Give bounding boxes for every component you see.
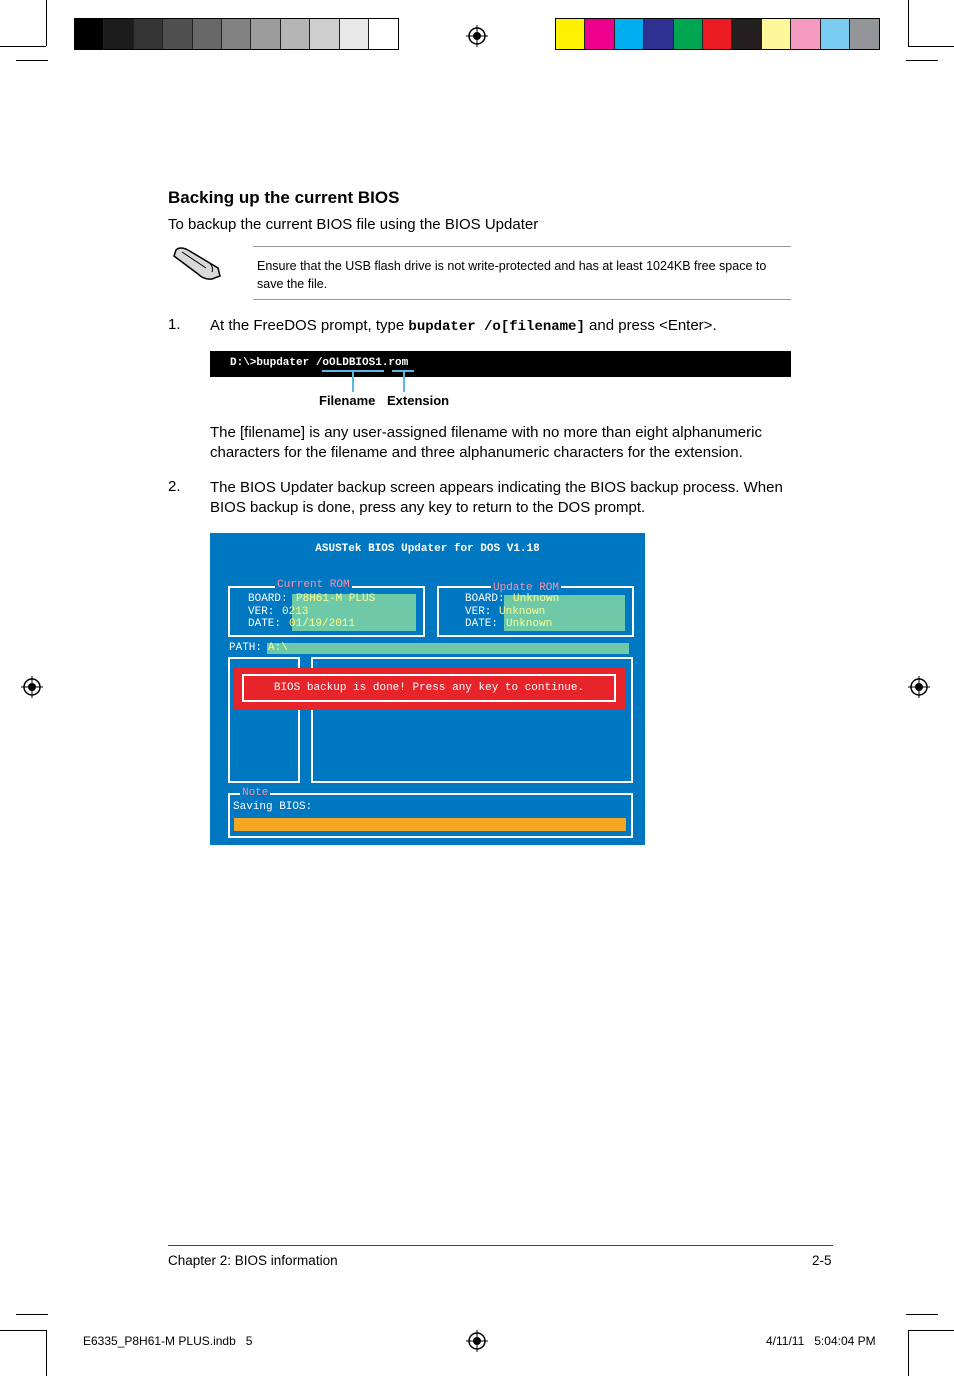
crop-mark [906,60,938,61]
crop-mark [908,1330,954,1331]
color-swatch [222,19,251,49]
color-swatch [703,19,732,49]
footer-chapter: Chapter 2: BIOS information [168,1253,338,1268]
section-title: Backing up the current BIOS [168,188,400,207]
saving-progress-bar [234,818,626,831]
crop-mark [16,60,48,61]
color-swatch [281,19,310,49]
update-board-value: Unknown [513,593,560,605]
grayscale-calibration-bar [74,18,399,50]
registration-mark-icon [21,676,43,698]
color-swatch [134,19,163,49]
color-swatch [732,19,761,49]
hand-note-icon [168,246,224,288]
slug-file: E6335_P8H61-M PLUS.indb 5 [83,1334,253,1348]
color-swatch [791,19,820,49]
current-date-value: 01/19/2011 [289,618,356,630]
registration-mark-icon [466,25,488,47]
board-label: BOARD: [248,593,288,605]
step-1-prefix: At the FreeDOS prompt, type [210,317,409,334]
step-2-text: The BIOS Updater backup screen appears indicating the BIOS backup process. When BIOS backup is done, press any key to return to the DOS prompt. [210,479,783,516]
crop-mark [0,1330,46,1331]
registration-mark-icon [466,1330,488,1352]
slug-timestamp: 4/11/11 5:04:04 PM [766,1334,876,1348]
color-swatch [369,19,398,49]
crop-mark [906,1314,938,1315]
update-ver-value: Unknown [499,606,546,618]
color-swatch [585,19,614,49]
footer-rule [168,1245,833,1246]
step-number: 2. [168,478,181,495]
filename-callout-line [352,370,354,392]
crop-mark [46,0,47,46]
prompt-text: D:\>bupdater /oOLDBIOS1.rom [230,357,409,369]
section-intro: To backup the current BIOS file using the BIOS Updater [168,216,539,233]
crop-mark [0,46,46,47]
color-swatch [251,19,280,49]
bios-updater-screen [210,533,645,845]
date-label: DATE: [465,618,499,630]
crop-mark [908,0,909,46]
note-panel-label: Note [242,787,269,799]
path-value: A:\ [268,642,288,654]
filename-label: Filename [319,393,376,408]
note-panel [228,793,633,838]
color-swatch [821,19,850,49]
note-box [253,246,791,300]
color-swatch [762,19,791,49]
color-swatch [644,19,673,49]
step-1-command: bupdater /o[filename] [408,319,585,335]
color-swatch [556,19,585,49]
step-number: 1. [168,316,181,333]
crop-mark [908,1330,909,1376]
step-1-text [210,316,717,337]
color-swatch [163,19,192,49]
update-date-value: Unknown [506,618,553,630]
registration-mark-icon [908,676,930,698]
crop-mark [908,46,954,47]
color-swatch [850,19,879,49]
update-rom-label: Update ROM [493,582,560,594]
backup-done-message: BIOS backup is done! Press any key to continue. [242,674,616,702]
extension-label: Extension [387,393,450,408]
ver-label: VER: [248,606,275,618]
color-swatch [674,19,703,49]
color-calibration-bar [555,18,880,50]
command-prompt [210,351,791,377]
current-rom-label: Current ROM [277,579,350,591]
saving-bios-text: Saving BIOS: [233,801,313,813]
current-board-value: P8H61-M PLUS [296,593,376,605]
color-swatch [310,19,339,49]
note-text: Ensure that the USB flash drive is not write-protected and has at least 1024KB free space to save the file. [257,259,767,291]
current-ver-value: 0213 [282,606,309,618]
color-swatch [104,19,133,49]
color-swatch [75,19,104,49]
path-field[interactable] [267,643,629,654]
step-1-suffix: and press <Enter>. [584,317,717,334]
bios-title: ASUSTek BIOS Updater for DOS V1.18 [315,543,540,555]
crop-mark [46,1330,47,1376]
backup-done-dialog[interactable] [234,668,626,710]
color-swatch [193,19,222,49]
color-swatch [615,19,644,49]
ver-label: VER: [465,606,492,618]
color-swatch [340,19,369,49]
board-label: BOARD: [465,593,505,605]
path-label: PATH: [229,642,263,654]
footer-page-number: 2-5 [812,1253,832,1268]
date-label: DATE: [248,618,282,630]
extension-callout-line [403,370,405,392]
crop-mark [16,1314,48,1315]
filename-explanation: The [filename] is any user-assigned filename with no more than eight alphanumeric characters for the filename and three alphanumeric characters for the extension. [210,424,762,461]
